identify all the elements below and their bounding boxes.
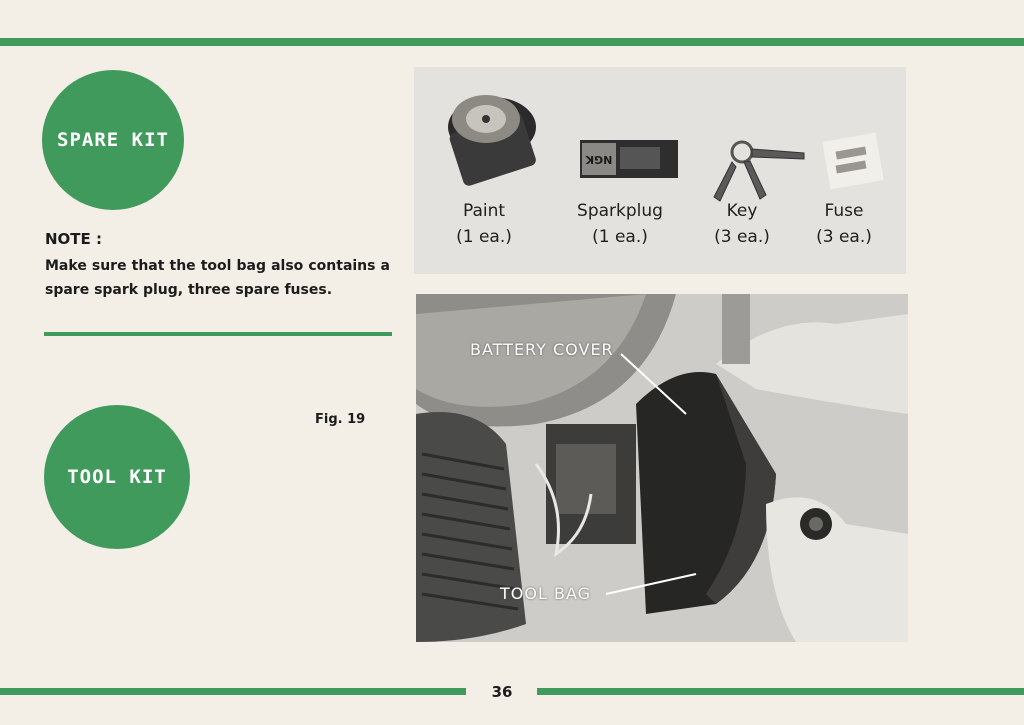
note-body: Make sure that the tool bag also contains a spare spark plug, three spare fuses. [45,258,390,298]
key-label: Key [726,201,758,221]
paint-qty: (1 ea.) [456,227,512,247]
sparkplug-box-icon [580,140,678,178]
key-qty: (3 ea.) [714,227,770,247]
page-number: 36 [491,683,513,701]
paint-can-icon [448,95,537,187]
fuse-item [804,201,884,247]
fuse-qty: (3 ea.) [816,227,872,247]
paint-item [444,201,524,247]
keys-icon [714,142,804,201]
paint-label: Paint [462,201,506,221]
sparkplug-item [560,201,680,247]
tool-bag-icon [636,372,776,614]
sparkplug-label: Sparkplug [577,201,663,221]
spare-kit-label: SPARE KIT [57,129,169,151]
bottom-rule-right [537,688,1024,695]
tool-kit-label: TOOL KIT [67,466,167,488]
battery-cover-callout: BATTERY COVER [470,340,614,359]
tool-bag-callout: TOOL BAG [500,584,591,603]
sparkplug-brand: NGK [585,153,613,166]
note-title: NOTE : [45,230,103,248]
fuses-icon [822,133,884,190]
sparkplug-qty: (1 ea.) [592,227,648,247]
spare-kit-badge [42,70,184,210]
tool-bag-photo [416,294,908,642]
tool-kit-badge [44,405,190,549]
fuse-label: Fuse [824,201,864,221]
key-item [702,201,782,247]
side-panel-icon [416,412,526,642]
note-divider [44,332,392,336]
bottom-rule-left [0,688,466,695]
spare-parts-photo [414,67,906,274]
top-rule [0,38,1024,46]
figure-label: Fig. 19 [315,412,366,427]
